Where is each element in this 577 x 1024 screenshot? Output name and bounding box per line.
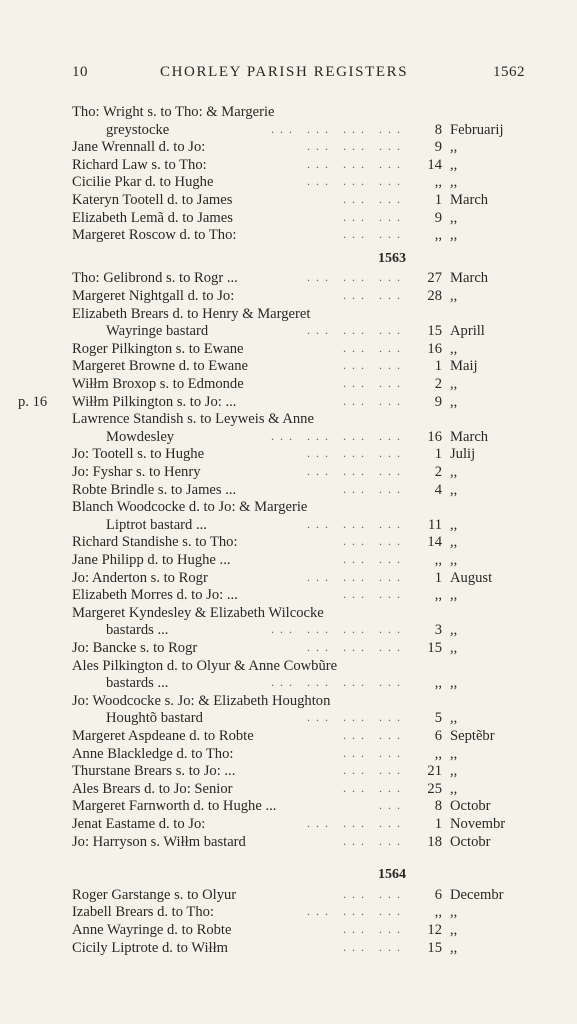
leader-dots: ... ... ... ... [271,121,406,136]
entry-day: ,, [434,174,442,191]
leader-dots: ... ... [343,358,406,373]
entry-name: Anne Blackledge d. to Tho: [72,745,234,762]
entry-name: Houghtõ bastard [106,710,203,727]
entry-name: Kateryn Tootell d. to James [72,192,233,208]
entry-month: Julij [450,446,476,463]
entry-month: ,, [450,939,458,956]
entry-month: ,, [450,156,458,173]
entry-month: ,, [450,622,458,639]
leader-dots: ... ... ... ... [271,622,406,637]
entry-month: ,, [450,464,458,480]
entry-name: Jo: Tootell s. to Hughe [72,446,205,463]
entry-day: 1 [434,569,442,586]
year-heading: 1563 [378,250,406,266]
leader-dots: ... ... [343,481,406,496]
entry-month: ,, [450,552,458,568]
entry-name: Elizabeth Brears d. to Henry & Margeret [72,305,311,322]
entry-day: ,, [434,675,442,692]
entry-day: 27 [427,270,442,287]
leader-dots: ... ... [343,886,406,901]
leader-dots: ... ... [343,192,406,206]
entry-day: 6 [434,728,442,744]
entry-name: Jo: Harryson s. Wiłłm bastard [72,833,246,850]
margin-page-ref: p. 16 [18,393,48,410]
entry-name: Mowdesley [106,428,175,445]
entry-name: Elizabeth Morres d. to Jo: ... [72,587,238,604]
entry-name: Jane Wrennall d. to Jo: [72,139,206,156]
leader-dots: ... ... [343,376,406,390]
entry-name: Ales Pilkington d. to Olyur & Anne Cowbũre [72,657,338,674]
entry-name: Jane Philipp d. to Hughe ... [72,552,231,568]
entry-name: bastards ... [106,675,169,692]
entry-month: Aprill [450,323,485,340]
entry-day: ,, [434,745,442,762]
entry-name: Jo: Woodcocke s. Jo: & Elizabeth Houghton [72,692,331,709]
entry-name: Jo: Bancke s. to Rogr [72,640,198,656]
entry-day: 9 [434,139,442,156]
leader-dots: ... ... [343,587,406,602]
entry-name: Cicily Liptrote d. to Wiłłm [72,939,229,956]
page-title: CHORLEY PARISH REGISTERS [160,64,409,80]
entry-name: Richard Law s. to Tho: [72,156,207,173]
entry-day: 8 [434,121,442,138]
entry-name: Jo: Anderton s. to Rogr [72,569,208,586]
leader-dots: ... ... [343,763,406,778]
entry-day: 15 [427,323,442,340]
entry-month: ,, [450,376,458,392]
entry-name: Lawrence Standish s. to Leyweis & Anne [72,411,314,428]
entry-day: 9 [434,393,442,410]
entry-day: 25 [427,780,442,797]
leader-dots: ... ... ... [307,156,406,171]
leader-dots: ... ... [343,922,406,936]
entry-month: Februarij [450,121,504,138]
entry-day: 21 [427,763,442,780]
leader-dots: ... ... ... [307,323,406,338]
entry-name: greystocke [106,121,170,138]
leader-dots: ... ... [343,833,406,848]
entry-month: ,, [450,393,458,410]
entry-name: Wiłłm Broxop s. to Edmonde [72,376,244,392]
year-heading: 1564 [378,867,406,883]
entry-name: Jo: Fyshar s. to Henry [72,464,201,480]
entry-day: ,, [434,904,442,921]
entry-month: ,, [450,780,458,797]
entry-day: 3 [434,622,442,639]
leader-dots: ... ... ... ... [271,428,406,443]
entry-month: Octobr [450,833,491,850]
entry-name: Wayringe bastard [106,323,209,340]
entry-month: ,, [450,745,458,762]
leader-dots: ... ... ... [307,464,406,478]
entry-month: ,, [450,922,458,938]
entry-name: Jenat Eastame d. to Jo: [72,816,206,832]
entry-day: 2 [434,464,442,480]
entry-name: Elizabeth Lemã d. to James [72,209,233,226]
entry-month: ,, [450,587,458,604]
entry-day: 9 [434,209,442,226]
entry-month: Maij [450,358,478,375]
entry-day: 12 [427,922,442,938]
entry-name: Tho: Gelibrond s. to Rogr ... [72,270,238,287]
entry-month: Octobr [450,798,491,815]
entry-day: 6 [434,886,442,903]
leader-dots: ... ... ... [307,816,406,830]
entry-day: 14 [427,534,442,551]
leader-dots: ... ... ... [307,174,406,189]
entry-name: Roger Garstange s. to Olyur [72,886,237,903]
leader-dots: ... ... [343,340,406,355]
leader-dots: ... ... [343,728,406,742]
entry-name: Ales Brears d. to Jo: Senior [72,780,233,797]
entry-month: ,, [450,481,458,498]
entry-day: 16 [427,340,442,357]
leader-dots: ... ... [343,939,406,954]
entry-month: ,, [450,209,458,226]
page-year: 1562 [493,64,525,80]
leader-dots: ... ... ... [307,446,406,461]
entry-month: ,, [450,763,458,780]
leader-dots: ... ... [343,209,406,224]
entry-name: Robte Brindle s. to James ... [72,481,237,498]
leader-dots: ... ... [343,552,406,566]
page-number: 10 [72,64,88,80]
leader-dots: ... ... ... ... [271,675,406,690]
leader-dots: ... ... ... [307,516,406,531]
entry-day: 14 [427,156,442,173]
entry-day: 1 [434,816,442,832]
entry-month: Septẽbr [450,728,495,744]
entry-month: ,, [450,904,458,921]
entry-month: ,, [450,640,458,656]
entry-name: Tho: Wright s. to Tho: & Margerie [72,104,275,120]
entry-month: March [450,428,489,445]
entry-name: Thurstane Brears s. to Jo: ... [72,763,236,780]
leader-dots: ... ... [343,745,406,760]
entry-day: ,, [434,587,442,604]
leader-dots: ... ... [343,534,406,549]
entry-month: August [450,569,493,586]
entry-month: March [450,192,489,208]
leader-dots: ... ... [343,227,406,242]
entry-name: Margeret Browne d. to Ewane [72,358,249,375]
entry-day: 1 [434,358,442,375]
entry-name: Margeret Nightgall d. to Jo: [72,288,235,304]
entry-name: Margeret Farnworth d. to Hughe ... [72,798,277,815]
entry-name: Richard Standishe s. to Tho: [72,534,238,551]
entry-month: ,, [450,174,458,191]
entry-month: ,, [450,675,458,692]
entry-day: 2 [434,376,442,392]
entry-day: 15 [427,640,442,656]
entry-month: ,, [450,340,458,357]
entry-name: Cicilie Pkar d. to Hughe [72,174,214,191]
entry-name: bastards ... [106,622,169,639]
leader-dots: ... [379,798,406,813]
entry-name: Roger Pilkington s. to Ewane [72,340,244,357]
entry-day: 1 [434,192,442,208]
entry-month: ,, [450,288,458,304]
entry-day: 18 [427,833,442,850]
leader-dots: ... ... ... [307,569,406,584]
entry-name: Izabell Brears d. to Tho: [72,904,214,921]
entry-name: Margeret Aspdeane d. to Robte [72,728,254,744]
entry-name: Wiłłm Pilkington s. to Jo: ... [72,393,237,410]
entry-month: Decembr [450,886,504,903]
entry-month: ,, [450,139,458,156]
entry-name: Blanch Woodcocke d. to Jo: & Margerie [72,499,308,516]
entry-day: 5 [434,710,442,727]
entry-name: Liptrot bastard ... [106,516,207,533]
entry-name: Margeret Roscow d. to Tho: [72,227,237,244]
entry-day: 16 [427,428,442,445]
entry-day: 4 [434,481,442,498]
entry-day: 8 [434,798,442,815]
entry-month: March [450,270,489,287]
leader-dots: ... ... ... [307,904,406,919]
entry-name: Margeret Kyndesley & Elizabeth Wilcocke [72,604,324,621]
entry-month: ,, [450,227,458,244]
entry-month: ,, [450,710,458,727]
entry-day: 11 [427,516,442,533]
entry-month: ,, [450,534,458,551]
leader-dots: ... ... [343,288,406,302]
entry-day: 28 [427,288,442,304]
leader-dots: ... ... ... [307,640,406,654]
leader-dots: ... ... ... [307,139,406,154]
leader-dots: ... ... ... [307,270,406,285]
leader-dots: ... ... [343,393,406,408]
entry-day: 15 [427,939,442,956]
entry-day: ,, [434,227,442,244]
entry-month: ,, [450,516,458,533]
leader-dots: ... ... ... [307,710,406,725]
entry-day: ,, [434,552,442,568]
entry-name: Anne Wayringe d. to Robte [72,922,232,938]
entry-day: 1 [434,446,442,463]
entry-month: Novembr [450,816,506,832]
leader-dots: ... ... [343,780,406,795]
